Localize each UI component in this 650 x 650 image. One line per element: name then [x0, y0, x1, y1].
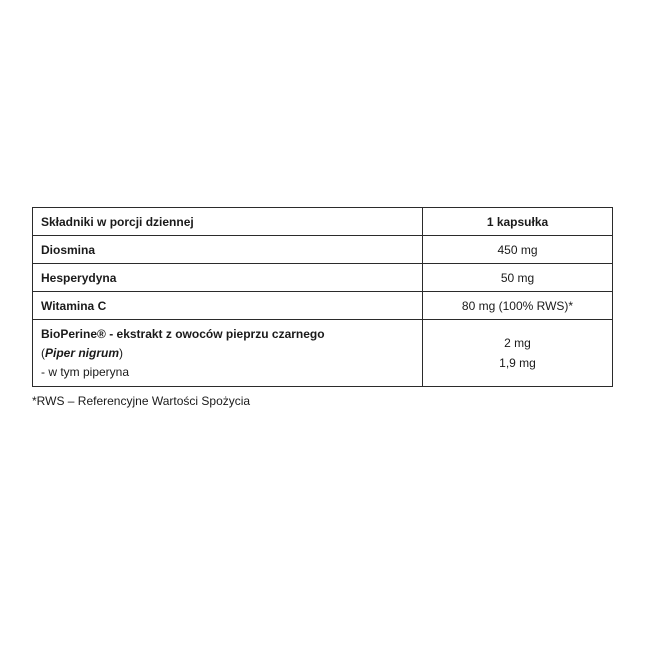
ingredient-amount: 450 mg	[423, 236, 613, 264]
footnote: *RWS – Referencyjne Wartości Spożycia	[32, 394, 251, 408]
latin-name: Piper nigrum	[45, 345, 120, 360]
ingredient-name-bioperine	[33, 320, 423, 387]
table-row	[33, 292, 613, 320]
ingredients-table	[32, 207, 613, 387]
ingredient-name: Diosmina	[33, 236, 423, 264]
table-row	[33, 236, 613, 264]
ingredient-amount-bioperine	[423, 320, 613, 387]
ingredient-amount: 80 mg (100% RWS)*	[423, 292, 613, 320]
header-serving-cell: 1 kapsułka	[423, 208, 613, 236]
bioperine-sub-ingredient: - w tym piperyna	[41, 364, 130, 379]
piperine-amount: 1,9 mg	[499, 356, 536, 370]
table-row	[33, 264, 613, 292]
latin-open-paren: (	[41, 345, 45, 360]
ingredient-amount: 50 mg	[423, 264, 613, 292]
table-header-row	[33, 208, 613, 236]
latin-close-paren: )	[119, 345, 124, 360]
header-ingredients-cell: Składniki w porcji dziennej	[33, 208, 423, 236]
ingredient-name: Witamina C	[33, 292, 423, 320]
table-row-bioperine	[33, 320, 613, 387]
ingredient-name: Hesperydyna	[33, 264, 423, 292]
bioperine-amount: 2 mg	[504, 336, 531, 350]
bioperine-latin-line	[41, 344, 414, 363]
bioperine-name: BioPerine® - ekstrakt z owoców pieprzu czarnego	[41, 326, 325, 341]
